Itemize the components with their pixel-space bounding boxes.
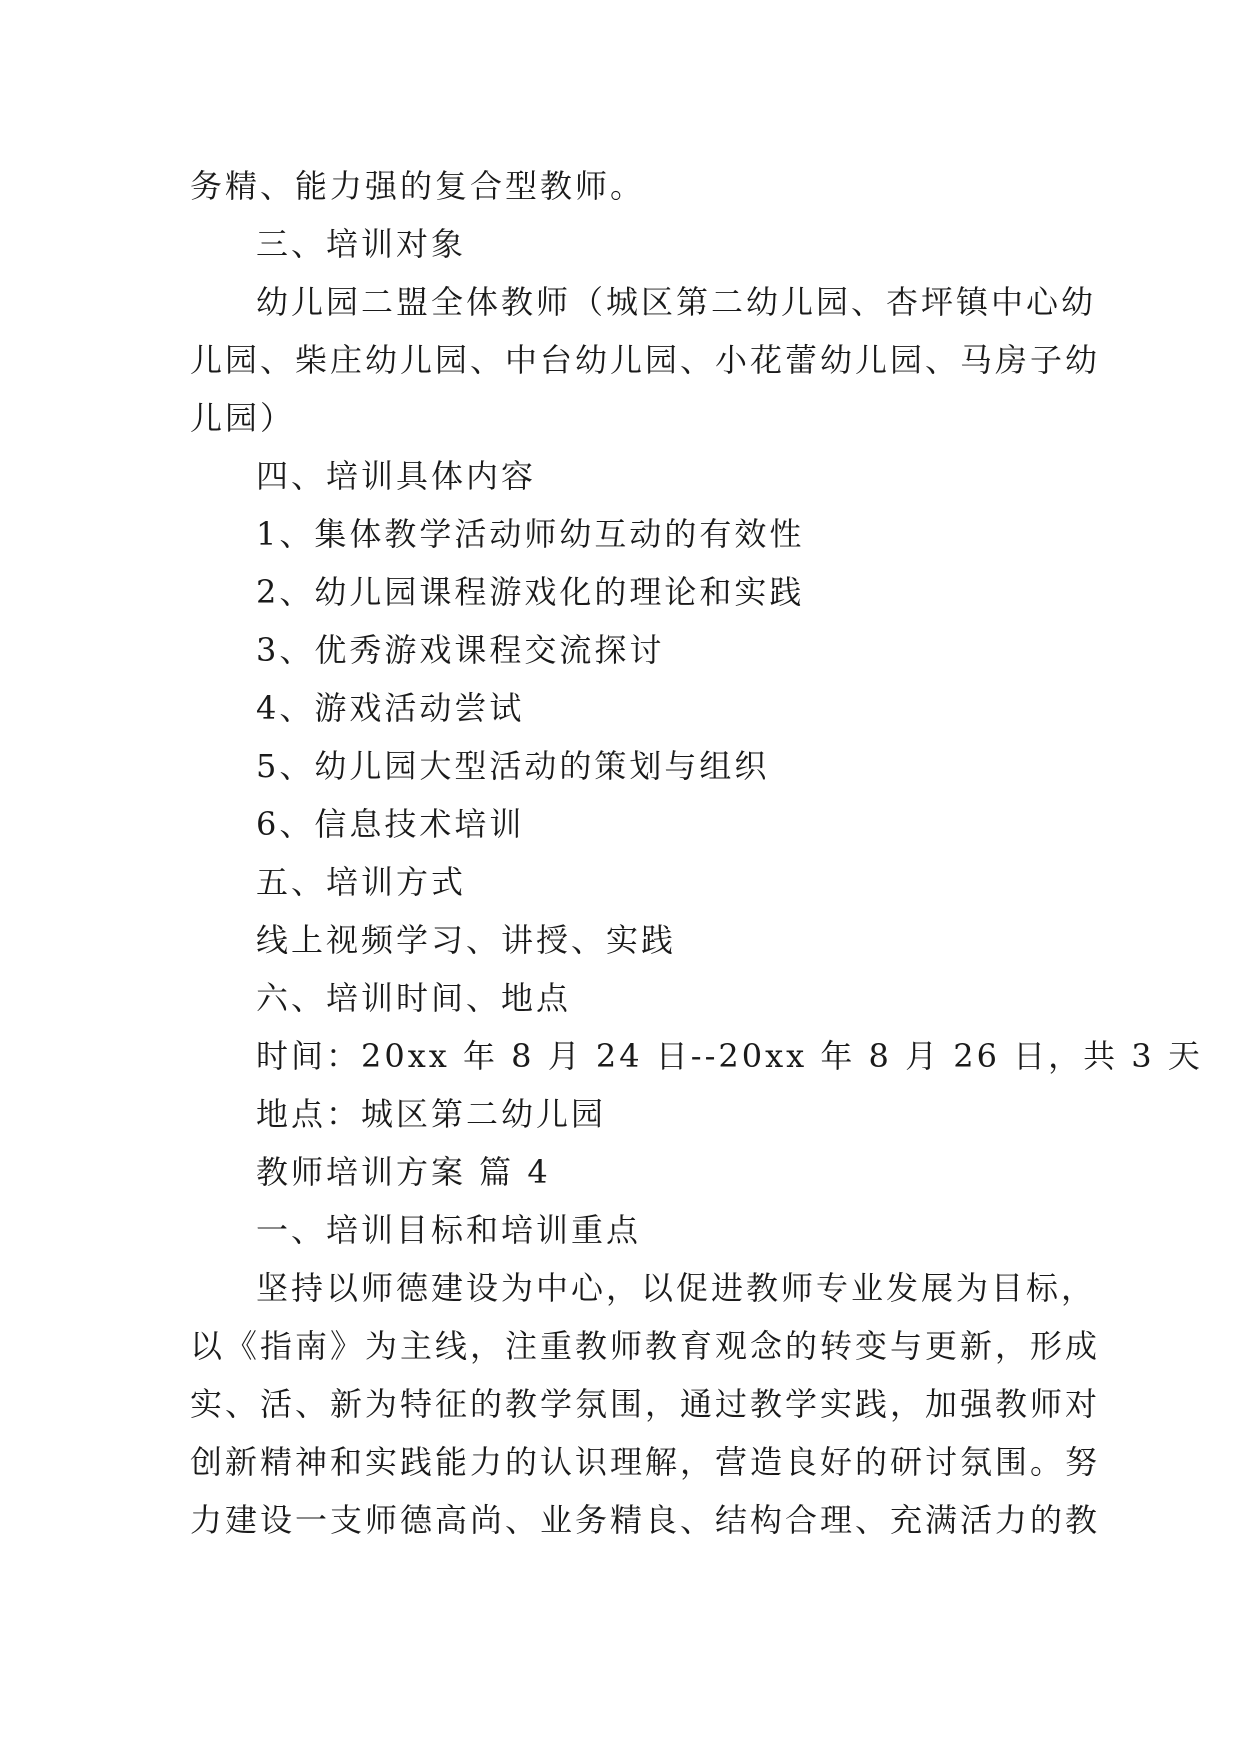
text-line: 三、培训对象 — [256, 225, 467, 263]
text-line: 四、培训具体内容 — [256, 457, 537, 495]
text-line: 务精、能力强的复合型教师。 — [190, 167, 646, 205]
text-line: 线上视频学习、讲授、实践 — [256, 921, 677, 959]
text-line: 六、培训时间、地点 — [256, 979, 572, 1017]
document-body — [190, 157, 1203, 1549]
text-line: 3、优秀游戏课程交流探讨 — [256, 631, 665, 669]
text-line: 儿园、柴庄幼儿园、中台幼儿园、小花蕾幼儿园、马房子幼 — [190, 341, 1101, 379]
text-line: 创新精神和实践能力的认识理解，营造良好的研讨氛围。努 — [190, 1443, 1101, 1481]
text-line: 6、信息技术培训 — [256, 805, 525, 843]
text-line: 力建设一支师德高尚、业务精良、结构合理、充满活力的教 — [190, 1501, 1101, 1539]
text-line: 2、幼儿园课程游戏化的理论和实践 — [256, 573, 805, 611]
text-line: 五、培训方式 — [256, 863, 467, 901]
text-line: 地点：城区第二幼儿园 — [256, 1095, 607, 1133]
text-line: 以《指南》为主线，注重教师教育观念的转变与更新，形成 — [190, 1327, 1101, 1365]
text-line: 教师培训方案 篇 4 — [256, 1153, 551, 1191]
text-line: 儿园） — [190, 399, 296, 437]
text-line: 1、集体教学活动师幼互动的有效性 — [256, 515, 805, 553]
text-line: 一、培训目标和培训重点 — [256, 1211, 642, 1249]
text-line: 幼儿园二盟全体教师（城区第二幼儿园、杏坪镇中心幼 — [256, 283, 1097, 321]
text-line: 时间：20xx 年 8 月 24 日--20xx 年 8 月 26 日，共 3 天 — [256, 1037, 1203, 1075]
text-line: 4、游戏活动尝试 — [256, 689, 525, 727]
text-line: 实、活、新为特征的教学氛围，通过教学实践，加强教师对 — [190, 1385, 1101, 1423]
text-line: 5、幼儿园大型活动的策划与组织 — [256, 747, 770, 785]
text-line: 坚持以师德建设为中心，以促进教师专业发展为目标， — [256, 1269, 1097, 1307]
